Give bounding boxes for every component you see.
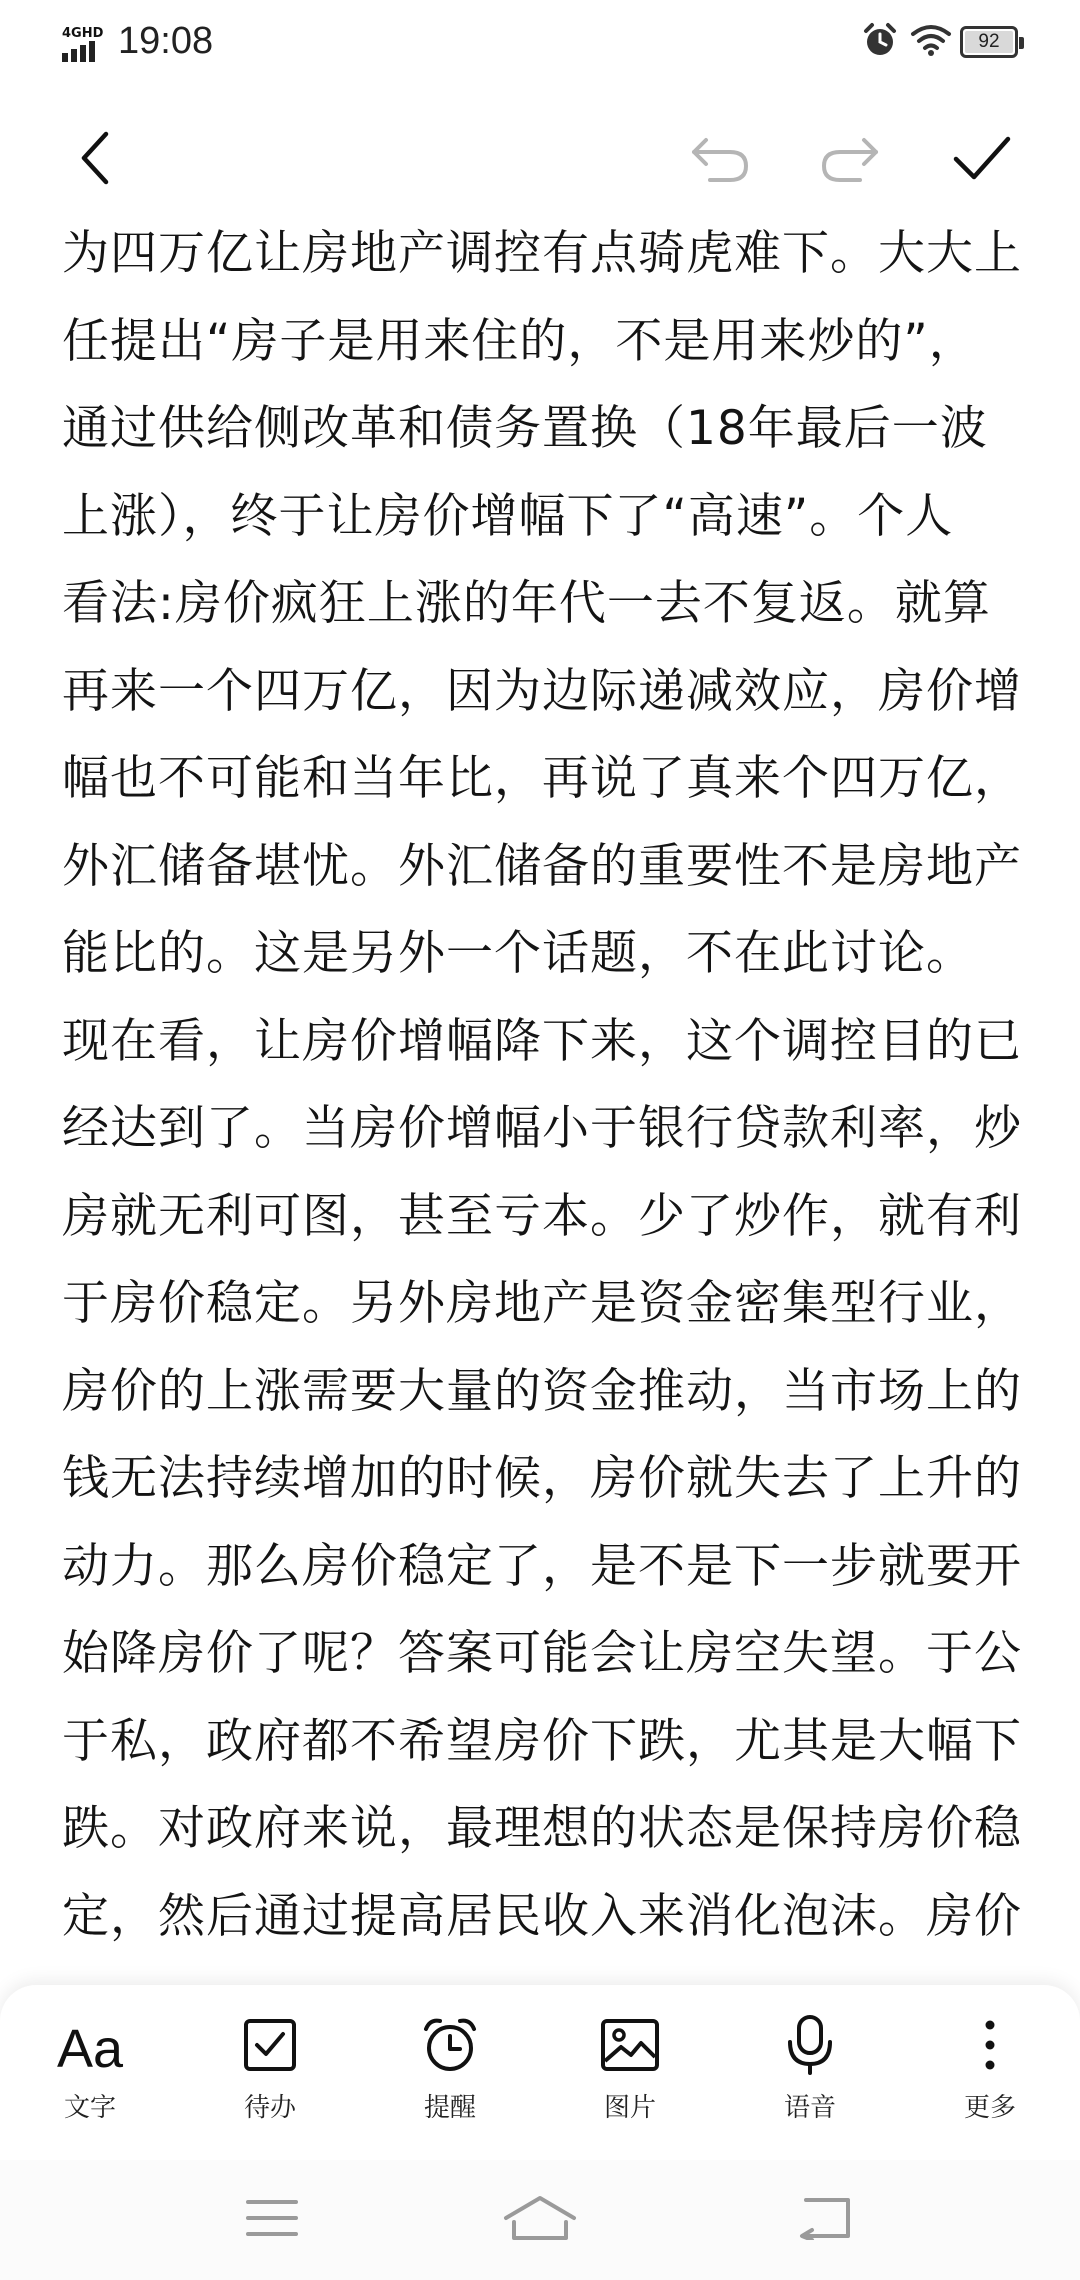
text-line: 于房价稳定。另外房地产是资金密集型行业，	[62, 1276, 1022, 1331]
voice-button[interactable]	[750, 2013, 870, 2133]
text-line: 外汇储备堪忧。外汇储备的重要性不是房地产	[62, 838, 1022, 894]
more-button[interactable]	[930, 2013, 1050, 2133]
chevron-left-icon	[76, 130, 116, 186]
home-icon	[502, 2194, 578, 2242]
tool-label: 待办	[243, 2093, 296, 2123]
text-format-icon	[55, 2015, 125, 2075]
reminder-button[interactable]	[390, 2013, 510, 2133]
system-nav-bar	[0, 2160, 1080, 2280]
tool-label: 提醒	[423, 2093, 476, 2123]
done-button[interactable]	[946, 122, 1018, 194]
signal-icon	[62, 26, 106, 62]
more-vertical-icon	[980, 2017, 1000, 2073]
text-line: 始降房价了呢？答案可能会让房空失望。于公	[62, 1626, 1022, 1681]
home-nav-button[interactable]	[500, 2188, 580, 2248]
back-nav-button[interactable]	[784, 2188, 864, 2248]
undo-button[interactable]	[684, 122, 756, 194]
alarm-icon	[862, 22, 898, 58]
wifi-icon	[910, 22, 952, 58]
tool-label: 文字	[63, 2093, 116, 2123]
redo-icon	[818, 130, 882, 186]
network-type-label: 4GHD	[62, 26, 104, 41]
tool-label: 图片	[603, 2093, 656, 2123]
text-line: 幅也不可能和当年比，再说了真来个四万亿，	[62, 751, 1022, 806]
microphone-icon	[785, 2014, 835, 2076]
status-time: 19:08	[118, 20, 214, 62]
text-line: 房就无利可图，甚至亏本。少了炒作，就有利	[62, 1188, 1022, 1244]
text-line: 动力。那么房价稳定了，是不是下一步就要开	[62, 1538, 1022, 1594]
todo-button[interactable]	[210, 2013, 330, 2133]
text-line: 任提出“房子是用来住的，不是用来炒的”，	[62, 313, 977, 369]
back-button[interactable]	[60, 122, 132, 194]
text-line: 通过供给侧改革和债务置换（18年最后一波	[62, 401, 988, 456]
text-line: 于私，政府都不希望房价下跌，尤其是大幅下	[62, 1713, 1022, 1769]
editor-toolbar	[0, 100, 1080, 210]
note-content[interactable]	[62, 210, 1032, 1990]
text-line: 能比的。这是另外一个话题，不在此讨论。	[62, 926, 974, 981]
text-line: 定，然后通过提高居民收入来消化泡沫。房价	[62, 1888, 1022, 1944]
text-line: 上涨），终于让房价增幅下了“高速”。个人	[62, 488, 954, 544]
svg-text:Aa: Aa	[57, 2019, 124, 2075]
check-icon	[952, 133, 1012, 183]
text-line: 看法:房价疯狂上涨的年代一去不复返。就算	[62, 576, 991, 631]
battery-icon	[960, 26, 1018, 58]
battery-level: 92	[978, 31, 1000, 52]
text-format-button[interactable]	[30, 2013, 150, 2133]
format-toolbar	[0, 1985, 1080, 2160]
menu-icon	[246, 2198, 298, 2238]
text-line: 为四万亿让房地产调控有点骑虎难下。大大上	[62, 226, 1022, 281]
image-button[interactable]	[570, 2013, 690, 2133]
back-icon	[796, 2196, 852, 2240]
status-bar	[0, 0, 1080, 86]
menu-nav-button[interactable]	[232, 2188, 312, 2248]
alarm-clock-icon	[420, 2015, 480, 2075]
image-icon	[599, 2017, 661, 2073]
text-line: 钱无法持续增加的时候，房价就失去了上升的	[62, 1451, 1022, 1506]
checkbox-icon	[241, 2016, 299, 2074]
undo-icon	[688, 130, 752, 186]
redo-button[interactable]	[814, 122, 886, 194]
tool-label: 更多	[963, 2093, 1016, 2123]
text-line: 再来一个四万亿，因为边际递减效应，房价增	[62, 663, 1022, 719]
text-line: 跌。对政府来说，最理想的状态是保持房价稳	[62, 1801, 1022, 1856]
text-line: 现在看，让房价增幅降下来，这个调控目的已	[62, 1013, 1022, 1069]
text-line: 房价的上涨需要大量的资金推动，当市场上的	[62, 1363, 1022, 1419]
tool-label: 语音	[783, 2093, 836, 2123]
text-line: 经达到了。当房价增幅小于银行贷款利率，炒	[62, 1101, 1022, 1156]
